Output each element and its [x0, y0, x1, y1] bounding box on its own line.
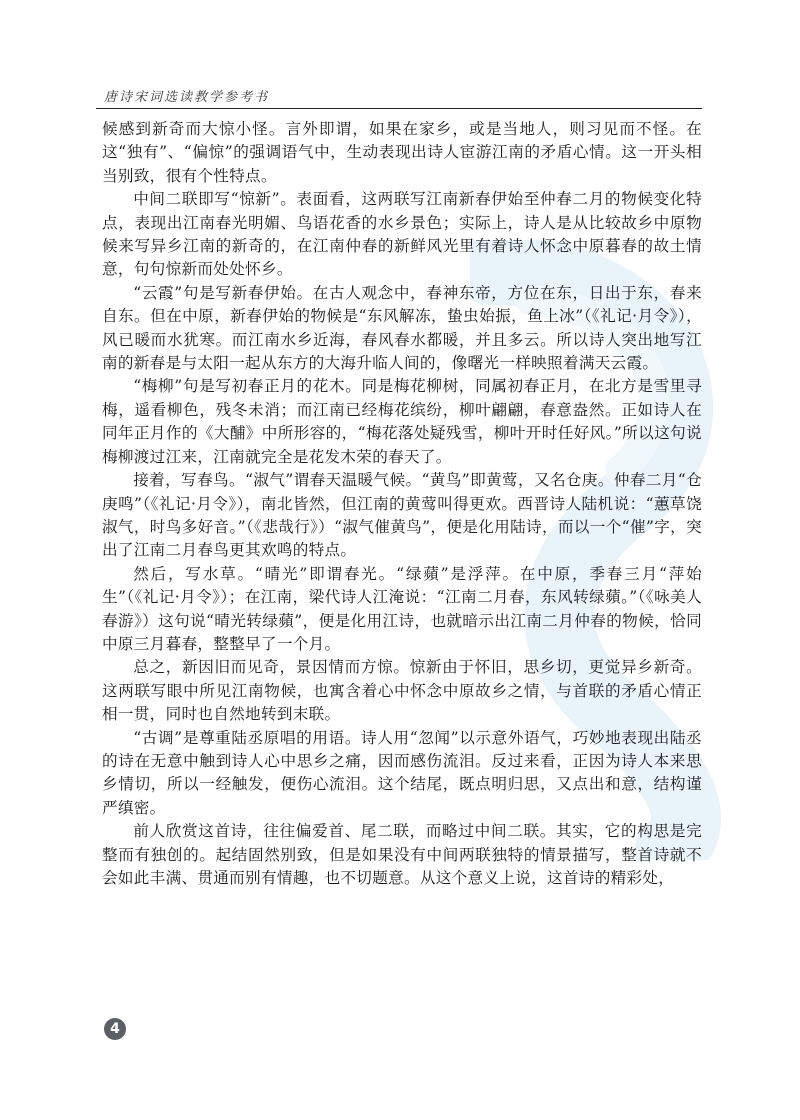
body-text	[102, 118, 702, 890]
paragraph-7: 总之，新因旧而见奇，景因情而方惊。惊新由于怀旧，思乡切，更觉异乡新奇。这两联写眼中所见江南物候，也寓含着心中怀念中原故乡之情，与首联的矛盾心情正相一贯，同时也自然地转到末联。	[102, 658, 702, 724]
paragraph-8: “古调”是尊重陆丞原唱的用语。诗人用“忽闻”以示意外语气，巧妙地表现出陆丞的诗在无意中触到诗人心中思乡之痛，因而感伤流泪。反过来看，正因为诗人本来思乡情切，所以一经触发，便伤心流泪。这个结尾，既点明归思，又点出和意，结构谨严缜密。	[102, 728, 702, 817]
running-head: 唐诗宋词选读教学参考书	[104, 90, 270, 105]
paragraph-4: “梅柳”句是写初春正月的花木。同是梅花柳树，同属初春正月，在北方是雪里寻梅，遥看柳色，残冬未消；而江南已经梅花缤纷，柳叶翩翩，春意盎然。正如诗人在同年正月作的《大酺》中所形容的，“梅花落处疑残雪，柳叶开时任好风。”所以这句说梅柳渡过江来，江南就完全是花发木荣的春天了。	[102, 377, 702, 466]
page-number: 4	[104, 1018, 126, 1040]
paragraph-3: “云霞”句是写新春伊始。在古人观念中，春神东帝，方位在东，日出于东，春来自东。但在中原，新春伊始的物候是“东风解冻，蛰虫始振，鱼上冰”（《礼记·月令》），风已暖而水犹寒。而江南水乡近海，春风春水都暖，并且多云。所以诗人突出地写江南的新春是与太阳一起从东方的大海升临人间的，像曙光一样映照着满天云霞。	[102, 283, 702, 373]
paragraph-5: 接着，写春鸟。“淑气”谓春天温暖气候。“黄鸟”即黄莺，又名仓庚。仲春二月“仓庚鸣”（《礼记·月令》），南北皆然，但江南的黄莺叫得更欢。西晋诗人陆机说：“蕙草饶淑气，时鸟多好音。”（《悲哉行》）“淑气催黄鸟”，便是化用陆诗，而以一个“催”字，突出了江南二月春鸟更其欢鸣的特点。	[102, 471, 702, 560]
paragraph-9: 前人欣赏这首诗，往往偏爱首、尾二联，而略过中间二联。其实，它的构思是完整而有独创的。起结固然别致，但是如果没有中间两联独特的情景描写，整首诗就不会如此丰满、贯通而别有情趣，也不切题意。从这个意义上说，这首诗的精彩处，	[102, 822, 702, 887]
paragraph-6: 然后，写水草。“晴光”即谓春光。“绿蘋”是浮萍。在中原，季春三月“萍始生”（《礼记·月令》）；在江南，梁代诗人江淹说：“江南二月春，东风转绿蘋。”（《咏美人春游》）这句说“晴光转绿蘋”，便是化用江诗，也就暗示出江南二月仲春的物候，恰同中原三月暮春，整整早了一个月。	[102, 564, 702, 653]
paragraph-2: 中间二联即写“惊新”。表面看，这两联写江南新春伊始至仲春二月的物候变化特点，表现出江南春光明媚、鸟语花香的水乡景色；实际上，诗人是从比较故乡中原物候来写异乡江南的新奇的，在江南仲春的新鲜风光里有着诗人怀念中原暮春的故土情意，句句惊新而处处怀乡。	[102, 190, 702, 279]
paragraph-1: 候感到新奇而大惊小怪。言外即谓，如果在家乡，或是当地人，则习见而不怪。在这“独有”、“偏惊”的强调语气中，生动表现出诗人宦游江南的矛盾心情。这一开头相当别致，很有个性特点。	[102, 120, 702, 185]
header-rule	[96, 108, 702, 109]
